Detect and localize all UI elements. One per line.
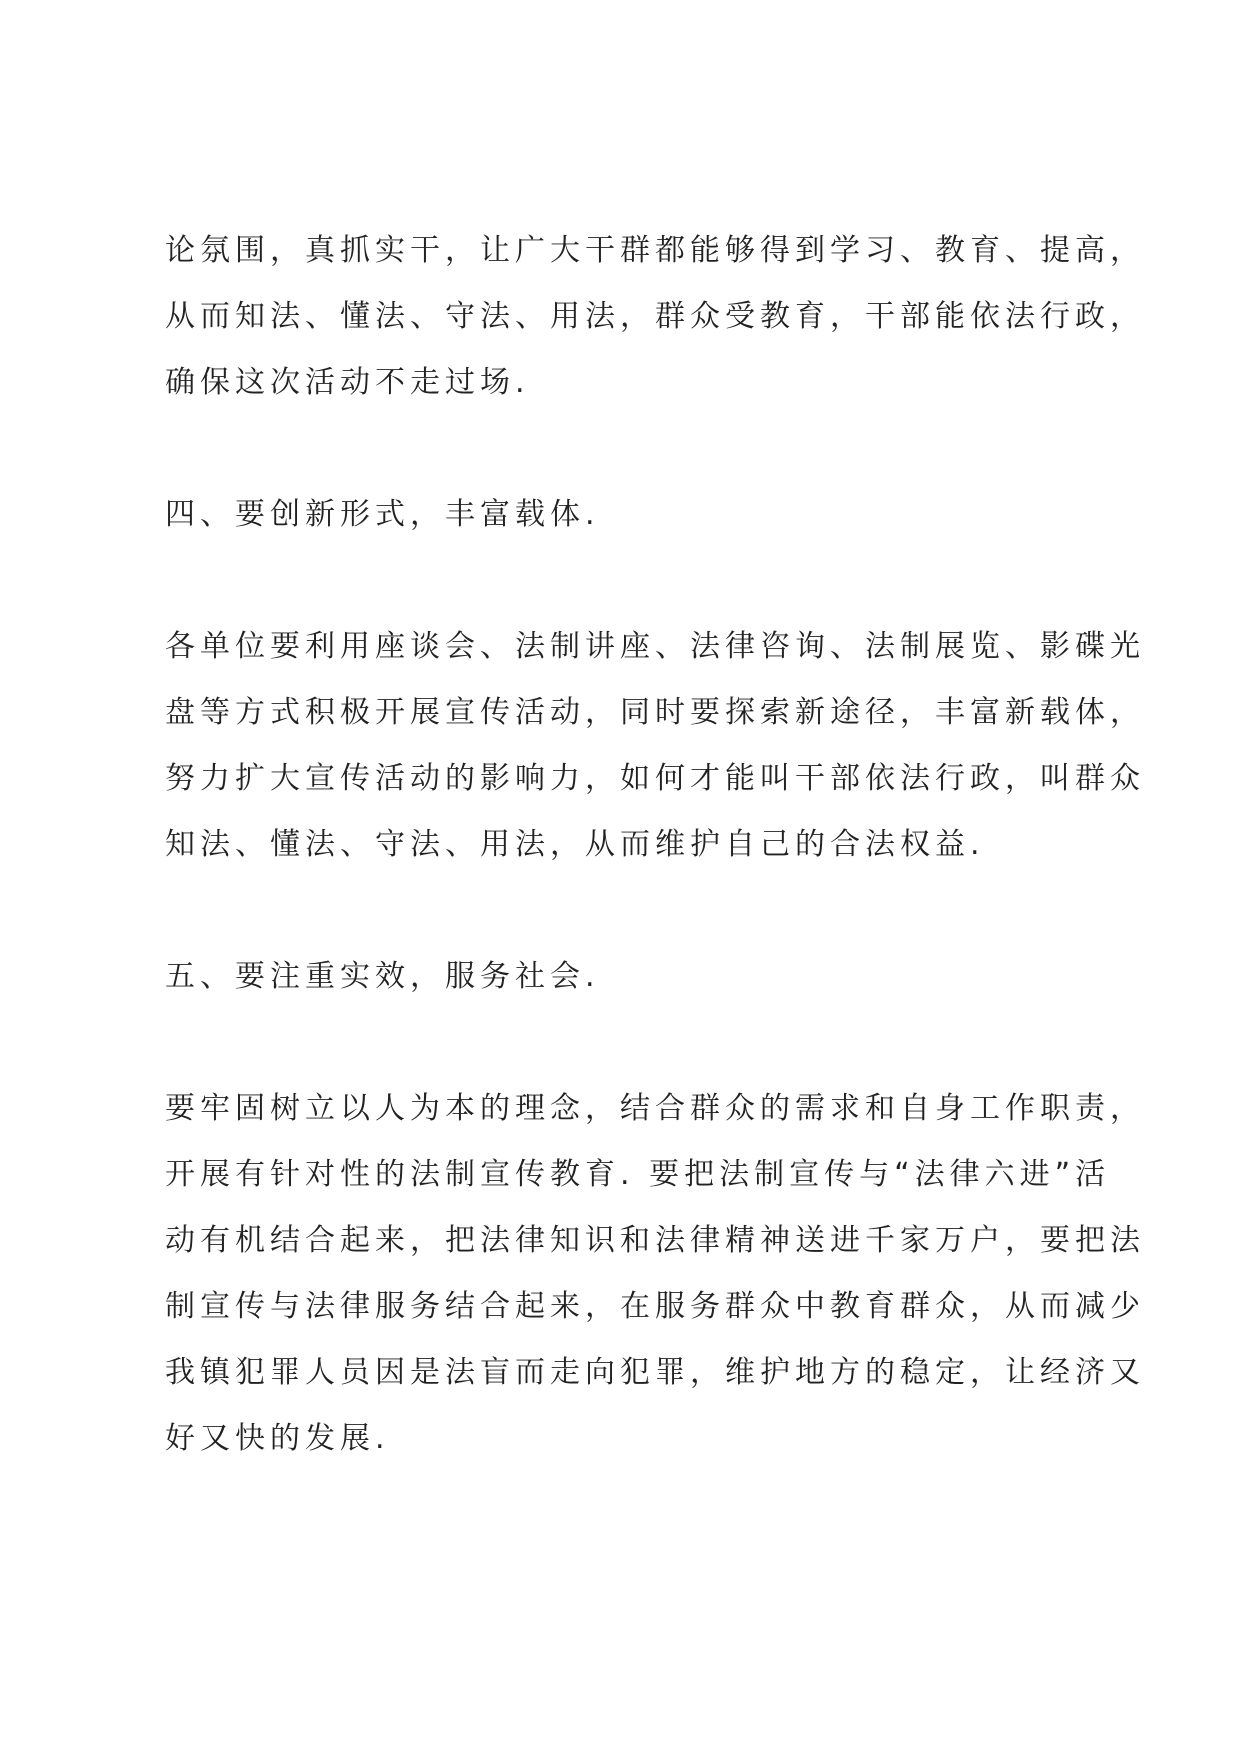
text-line: 制宣传与法律服务结合起来，在服务群众中教育群众，从而减少 bbox=[165, 1289, 1145, 1324]
text-line: 论氛围，真抓实干，让广大干群都能够得到学习、教育、提高， bbox=[165, 233, 1145, 268]
paragraph-section-four bbox=[165, 614, 1145, 878]
text-line: 努力扩大宣传活动的影响力，如何才能叫干部依法行政，叫群众 bbox=[165, 761, 1145, 796]
heading-text: 四、要创新形式，丰富载体. bbox=[165, 497, 600, 532]
section-heading-five bbox=[165, 944, 1095, 1010]
text-line: 要牢固树立以人为本的理念，结合群众的需求和自身工作职责， bbox=[165, 1091, 1145, 1126]
paragraph-conclusion-previous bbox=[165, 218, 1145, 416]
text-line: 我镇犯罪人员因是法盲而走向犯罪，维护地方的稳定，让经济又 bbox=[165, 1355, 1145, 1390]
text-line: 各单位要利用座谈会、法制讲座、法律咨询、法制展览、影碟光 bbox=[165, 629, 1145, 664]
section-heading-four bbox=[165, 482, 1095, 548]
text-line: 好又快的发展. bbox=[165, 1421, 390, 1456]
text-line: 知法、懂法、守法、用法，从而维护自己的合法权益. bbox=[165, 827, 985, 862]
document-body bbox=[165, 218, 1145, 1538]
text-line: 确保这次活动不走过场. bbox=[165, 365, 530, 400]
text-line: 从而知法、懂法、守法、用法，群众受教育，干部能依法行政， bbox=[165, 299, 1145, 334]
text-line: 动有机结合起来，把法律知识和法律精神送进千家万户，要把法 bbox=[165, 1223, 1145, 1258]
text-line: 开展有针对性的法制宣传教育. 要把法制宣传与“法律六进”活 bbox=[165, 1157, 1111, 1192]
text-line: 盘等方式积极开展宣传活动，同时要探索新途径，丰富新载体， bbox=[165, 695, 1145, 730]
heading-text: 五、要注重实效，服务社会. bbox=[165, 959, 600, 994]
paragraph-section-five bbox=[165, 1076, 1145, 1472]
